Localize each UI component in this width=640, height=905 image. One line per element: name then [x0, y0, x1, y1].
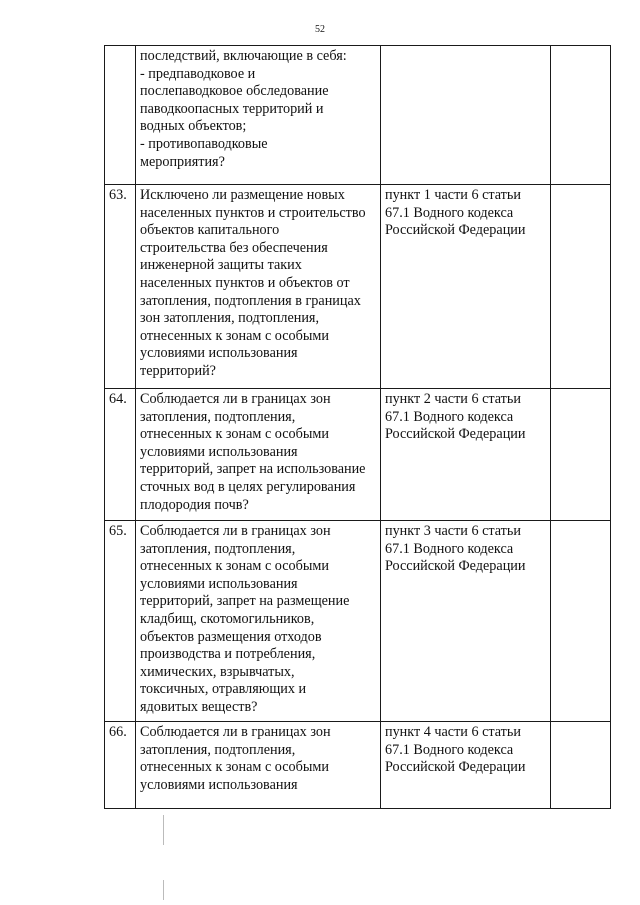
table-row	[105, 46, 611, 185]
table-row	[105, 521, 611, 722]
question-cell: последствий, включающие в себя: - предпаводковое и послепаводковое обследование паводкоопасных территорий и водных объектов; - противопаводковые мероприятия?	[136, 46, 381, 185]
row-number: 64.	[105, 389, 136, 521]
table-row	[105, 722, 611, 809]
reference-cell: пункт 2 части 6 статьи 67.1 Водного кодекса Российской Федерации	[381, 389, 551, 521]
result-cell	[551, 185, 611, 389]
row-number: 65.	[105, 521, 136, 722]
reference-cell	[381, 46, 551, 185]
question-cell: Исключено ли размещение новых населенных пунктов и строительство объектов капитального строительства без обеспечения инженерной защиты таких населенных пунктов и объектов от затопления, подтопления в границах зон затопления, подтопления, отнесенных к зонам с особыми условиями использования территорий?	[136, 185, 381, 389]
table-row	[105, 389, 611, 521]
reference-cell: пункт 4 части 6 статьи 67.1 Водного кодекса Российской Федерации	[381, 722, 551, 809]
question-cell: Соблюдается ли в границах зон затопления, подтопления, отнесенных к зонам с особыми условиями использования территорий, запрет на использование сточных вод в целях регулирования плодородия почв?	[136, 389, 381, 521]
result-cell	[551, 722, 611, 809]
result-cell	[551, 389, 611, 521]
scan-mark	[163, 880, 164, 900]
reference-cell: пункт 3 части 6 статьи 67.1 Водного кодекса Российской Федерации	[381, 521, 551, 722]
scan-mark	[163, 815, 164, 845]
result-cell	[551, 46, 611, 185]
row-number	[105, 46, 136, 185]
reference-cell: пункт 1 части 6 статьи 67.1 Водного кодекса Российской Федерации	[381, 185, 551, 389]
question-cell: Соблюдается ли в границах зон затопления, подтопления, отнесенных к зонам с особыми условиями использования	[136, 722, 381, 809]
row-number: 63.	[105, 185, 136, 389]
checklist-table	[104, 45, 611, 809]
row-number: 66.	[105, 722, 136, 809]
page-number: 52	[315, 24, 325, 35]
result-cell	[551, 521, 611, 722]
table-row	[105, 185, 611, 389]
question-cell: Соблюдается ли в границах зон затопления, подтопления, отнесенных к зонам с особыми условиями использования территорий, запрет на размещение кладбищ, скотомогильников, объектов размещения отходов производства и потребления, химических, взрывчатых, токсичных, отравляющих и ядовитых веществ?	[136, 521, 381, 722]
